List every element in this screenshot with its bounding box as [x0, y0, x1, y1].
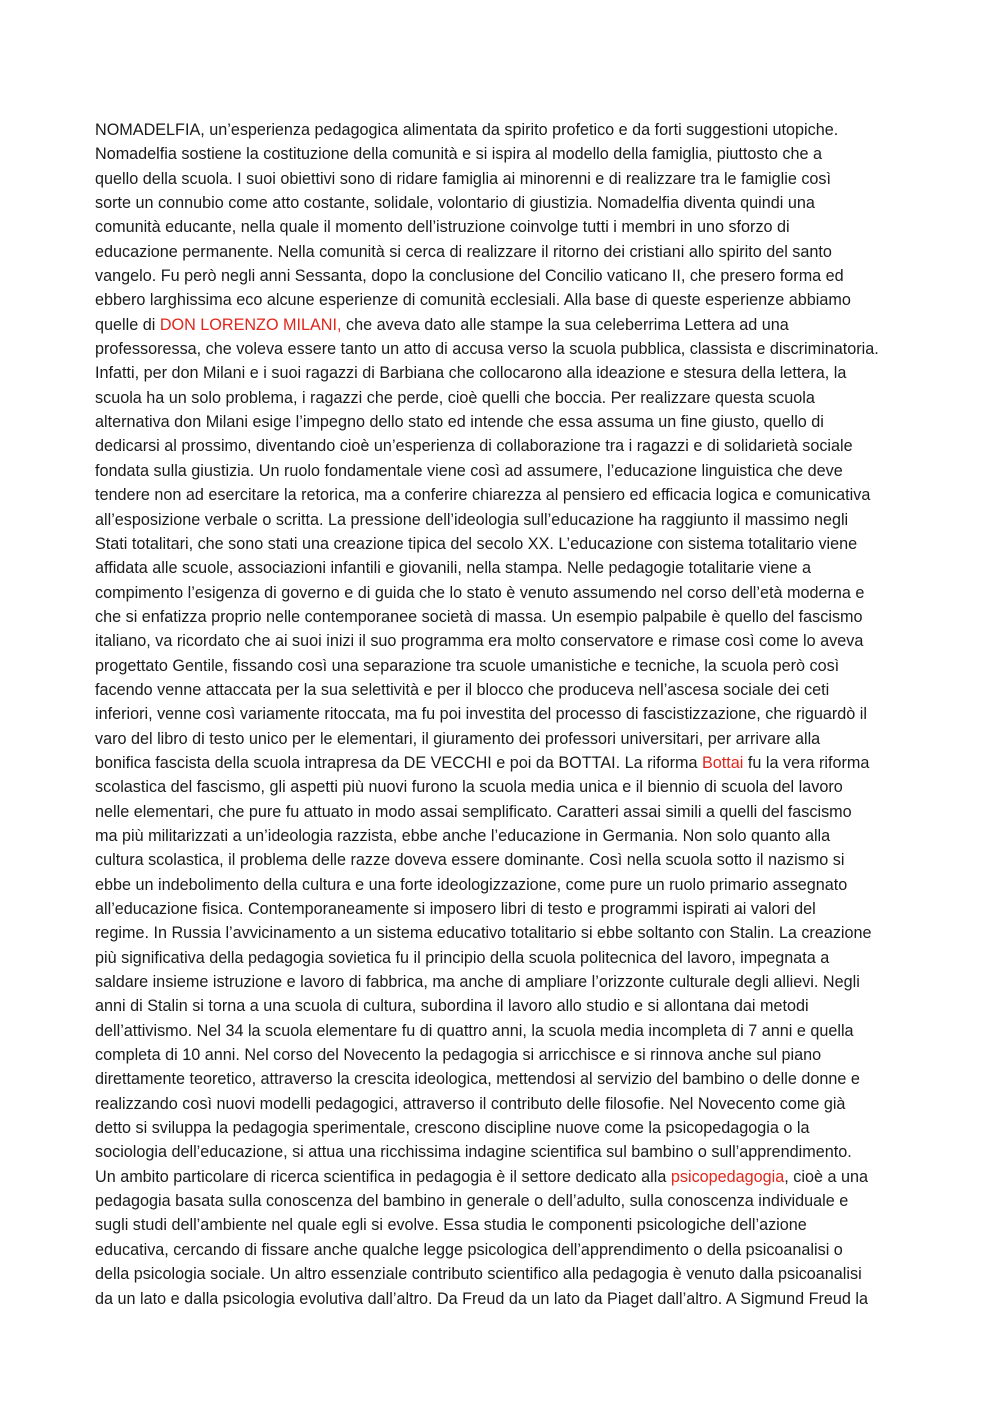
text-line [95, 848, 915, 872]
text-segment: realizzando così nuovi modelli pedagogici, attraverso il contributo delle filosofie. Nel Novecento come già [95, 1094, 846, 1113]
text-segment: sorte un connubio come atto costante, solidale, volontario di giustizia. Nomadelfia diventa quindi una [95, 194, 815, 213]
text-line [95, 751, 915, 775]
text-line [95, 581, 915, 605]
text-line [95, 215, 915, 239]
text-segment: completa di 10 anni. Nel corso del Novecento la pedagogia si arricchisce e si rinnova anche sul piano [95, 1046, 822, 1065]
text-segment: bonifica fascista della scuola intrapresa da DE VECCHI e poi da BOTTAI. La riforma [95, 753, 702, 772]
text-segment: comunità educante, nella quale il momento dell’istruzione coinvolge tutti i membri in uno sforzo di [95, 218, 790, 237]
text-line [95, 556, 915, 580]
text-line [95, 1140, 915, 1164]
text-line [95, 994, 915, 1018]
text-line [95, 1116, 915, 1140]
text-line [95, 1213, 915, 1237]
text-line [95, 921, 915, 945]
text-segment: che si enfatizza proprio nelle contemporanee società di massa. Un esempio palpabile è quello del fascismo [95, 607, 863, 626]
text-line [95, 1262, 915, 1286]
text-line [95, 118, 915, 142]
text-segment: italiano, va ricordato che ai suoi inizi il suo programma era molto conservatore e rimase così come lo aveva [95, 632, 864, 651]
text-segment: Nomadelfia sostiene la costituzione della comunità e si ispira al modello della famiglia, piuttosto che a [95, 145, 823, 164]
text-segment: dell’attivismo. Nel 34 la scuola elementare fu di quattro anni, la scuola media incompleta di 7 anni e quella [95, 1021, 854, 1040]
text-segment: Infatti, per don Milani e i suoi ragazzi di Barbiana che collocarono alla ideazione e stesura della lettera, la [95, 364, 847, 383]
text-line [95, 313, 915, 337]
text-segment: quello della scuola. I suoi obiettivi sono di ridare famiglia ai minorenni e di realizzare tra le famiglie così [95, 169, 832, 188]
text-segment: educativa, cercando di fissare anche qualche legge psicologica dell’apprendimento o della psicoanalisi o [95, 1240, 843, 1259]
text-segment: cultura scolastica, il problema delle razze doveva essere dominante. Così nella scuola sotto il nazismo si [95, 851, 845, 870]
text-line [95, 288, 915, 312]
text-segment: affidata alle scuole, associazioni infantili e giovanili, nella stampa. Nelle pedagogie totalitarie viene a [95, 559, 811, 578]
text-line [95, 1092, 915, 1116]
text-segment: tendere non ad esercitare la retorica, ma a conferire chiarezza al pensiero ed efficacia logica e comunicativa [95, 486, 871, 505]
text-line [95, 1238, 915, 1262]
text-line [95, 191, 915, 215]
text-segment: saldare insieme istruzione e lavoro di fabbrica, ma anche di ampliare l’orizzonte culturale degli allievi. Negli [95, 973, 860, 992]
text-segment: Un ambito particolare di ricerca scientifica in pedagogia è il settore dedicato alla [95, 1167, 671, 1186]
text-line [95, 337, 915, 361]
text-segment: facendo venne attaccata per la sua selettività e per il blocco che produceva nell’ascesa sociale dei ceti [95, 680, 830, 699]
text-segment: scuola ha un solo problema, i ragazzi che perde, cioè quelli che boccia. Per realizzare questa scuola [95, 388, 815, 407]
text-segment: quelle di [95, 315, 160, 334]
text-segment: all’esposizione verbale o scritta. La pressione dell’ideologia sull’educazione ha raggiunto il massimo negli [95, 510, 849, 529]
text-line [95, 508, 915, 532]
text-segment: alternativa don Milani esige l’impegno dello stato ed intende che essa assuma un fine giusto, quello di [95, 413, 824, 432]
text-segment: varo del libro di testo unico per le elementari, il giuramento dei professori universitari, per arrivare alla [95, 729, 821, 748]
text-segment: fondata sulla giustizia. Un ruolo fondamentale viene così ad assumere, l’educazione linguistica che deve [95, 461, 843, 480]
text-line [95, 167, 915, 191]
text-line [95, 361, 915, 385]
text-segment: compimento l’esigenza di governo e di guida che lo stato è venuto assumendo nel corso dell’età moderna e [95, 583, 865, 602]
document-body [95, 118, 915, 1311]
text-segment: all’educazione fisica. Contemporaneamente si imposero libri di testo e programmi ispirati ai valori del [95, 900, 816, 918]
text-line [95, 1287, 915, 1311]
highlighted-term: DON LORENZO MILANI, [159, 315, 342, 334]
text-segment: sugli studi dell’ambiente nel quale egli si evolve. Essa studia le componenti psicologiche dell’azione [95, 1216, 807, 1235]
text-segment: che aveva dato alle stampe la sua celeberrima Lettera ad una [341, 315, 789, 334]
text-line [95, 727, 915, 751]
text-segment: Stati totalitari, che sono stati una creazione tipica del secolo XX. L’educazione con sistema totalitario viene [95, 534, 858, 553]
text-segment: da un lato e dalla psicologia evolutiva dall’altro. Da Freud da un lato da Piaget dall’altro. A Sigmund Freud la [95, 1289, 868, 1308]
text-segment: pedagogia basata sulla conoscenza del bambino in generale o dell’adulto, sulla conoscenza individuale e [95, 1192, 849, 1211]
text-line [95, 1189, 915, 1213]
highlighted-term: psicopedagogia [670, 1167, 785, 1186]
text-segment: dedicarsi al prossimo, diventando cioè un’esperienza di collaborazione tra i ragazzi e di solidarietà sociale [95, 437, 853, 456]
text-segment: ebbero larghissima eco alcune esperienze di comunità ecclesiali. Alla base di queste esperienze abbiamo [95, 291, 851, 310]
text-line [95, 1165, 915, 1189]
text-line [95, 434, 915, 458]
text-segment: professoressa, che voleva essere tanto un atto di accusa verso la scuola pubblica, classista e discriminatoria. [95, 340, 879, 359]
text-segment: anni di Stalin si torna a una scuola di cultura, subordina il lavoro allo studio e si allontana dai metodi [95, 997, 809, 1016]
text-segment: vangelo. Fu però negli anni Sessanta, dopo la conclusione del Concilio vaticano II, che presero forma ed [95, 267, 844, 286]
text-line [95, 459, 915, 483]
text-segment: nelle elementari, che pure fu attuato in modo assai semplificato. Caratteri assai simili a quelli del fascismo [95, 802, 852, 821]
text-segment: della psicologia sociale. Un altro essenziale contributo scientifico alla pedagogia è venuto dalla psicoanalisi [95, 1265, 862, 1284]
text-line [95, 873, 915, 897]
text-line [95, 800, 915, 824]
text-segment: progettato Gentile, fissando così una separazione tra scuole umanistiche e tecniche, la scuola però così [95, 656, 840, 675]
text-segment: detto si sviluppa la pedagogia sperimentale, crescono discipline nuove come la psicopedagogia o la [95, 1119, 810, 1138]
text-line [95, 410, 915, 434]
text-segment: direttamente teoretico, attraverso la crescita ideologica, mettendosi al servizio del bambino o delle donne e [95, 1070, 860, 1089]
highlighted-term: Bottai [702, 753, 744, 772]
text-line [95, 264, 915, 288]
text-line [95, 775, 915, 799]
text-line [95, 654, 915, 678]
text-line [95, 483, 915, 507]
text-line [95, 386, 915, 410]
text-line [95, 1019, 915, 1043]
text-segment: ebbe un indebolimento della cultura e una forte ideologizzazione, come pure un ruolo primario assegnato [95, 875, 848, 894]
text-line [95, 1043, 915, 1067]
text-line [95, 897, 915, 921]
text-segment: più significativa della pedagogia sovietica fu il principio della scuola politecnica del lavoro, impegnata a [95, 948, 830, 967]
text-line [95, 970, 915, 994]
text-line [95, 532, 915, 556]
text-segment: fu la vera riforma [743, 753, 870, 772]
text-segment: , cioè a una [784, 1167, 868, 1186]
text-line [95, 946, 915, 970]
text-line [95, 605, 915, 629]
text-segment: sociologia dell’educazione, si attua una ricchissima indagine scientifica sul bambino o sull’apprendimento. [95, 1143, 852, 1162]
text-line [95, 142, 915, 166]
text-line [95, 824, 915, 848]
text-line [95, 629, 915, 653]
text-segment: NOMADELFIA, un’esperienza pedagogica alimentata da spirito profetico e da forti suggestioni utopiche. [95, 121, 839, 139]
text-line [95, 678, 915, 702]
text-line [95, 1067, 915, 1091]
text-segment: inferiori, venne così variamente ritoccata, ma fu poi investita del processo di fascistizzazione, che riguardò il [95, 705, 867, 724]
text-segment: ma più militarizzati a un’ideologia razzista, ebbe anche l’educazione in Germania. Non solo quanto alla [95, 826, 831, 845]
text-segment: regime. In Russia l’avvicinamento a un sistema educativo totalitario si ebbe soltanto con Stalin. La creazione [95, 924, 872, 943]
text-line [95, 240, 915, 264]
text-line [95, 702, 915, 726]
text-segment: scolastica del fascismo, gli aspetti più nuovi furono la scuola media unica e il biennio di scuola del lavoro [95, 778, 843, 797]
text-segment: educazione permanente. Nella comunità si cerca di realizzare il ritorno dei cristiani allo spirito del santo [95, 242, 832, 261]
